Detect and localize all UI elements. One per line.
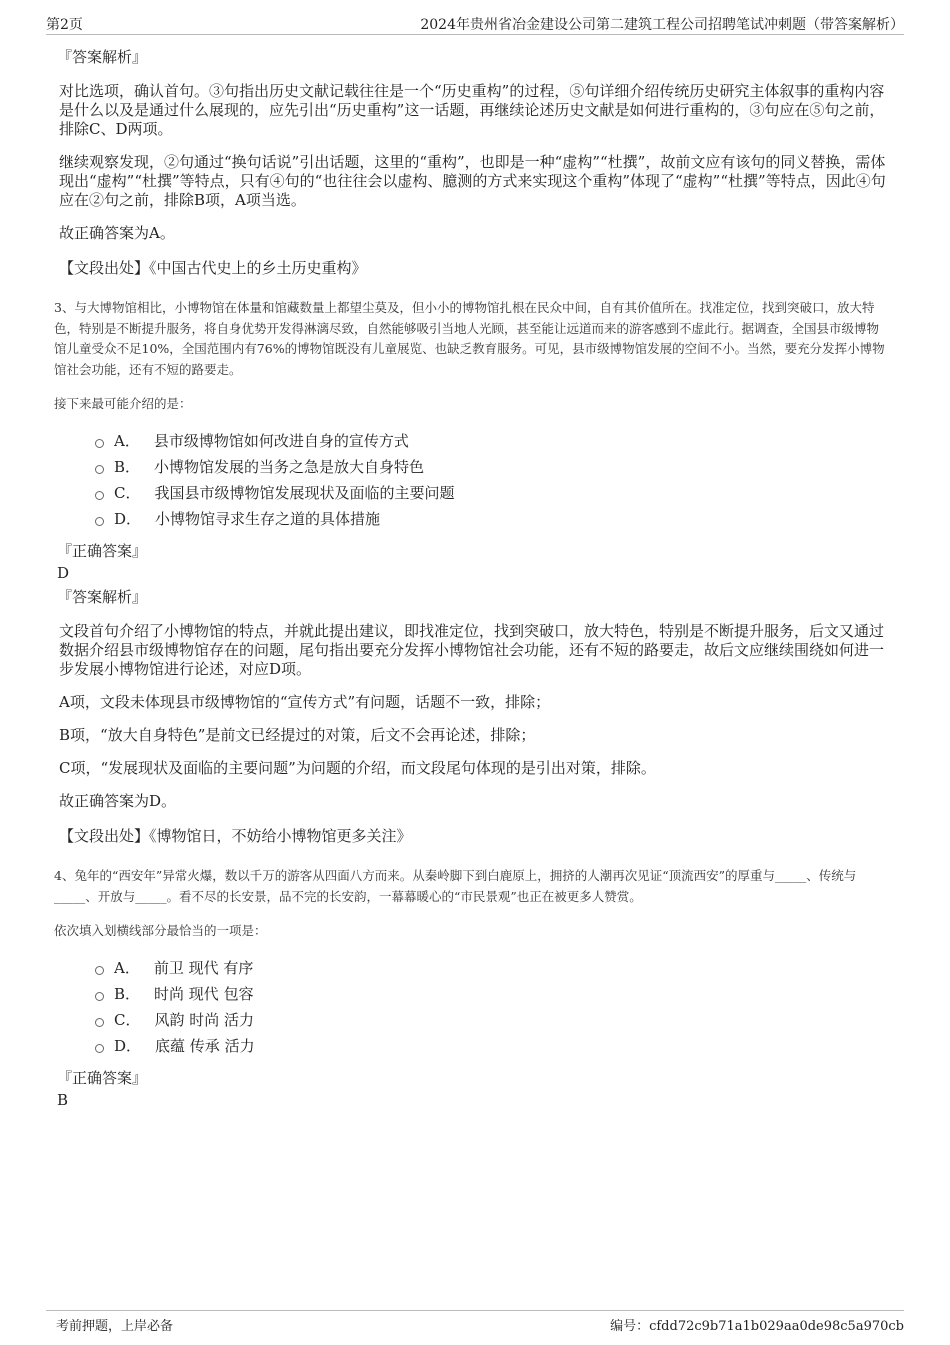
page-number: 第2页: [46, 17, 83, 33]
question-4-prompt: 依次填入划横线部分最恰当的一项是：: [54, 923, 267, 938]
correct-answer-label: 『正确答案』: [57, 1069, 148, 1087]
analysis-paragraph: 文段首句介绍了小博物馆的特点，并就此提出建议，即找准定位，找到突破口，放大特色，特别是不断提升服务，后文又通过数据介绍县市级博物馆存在的问题，尾句指出要充分发挥小博物馆社会功能，还有不短的路要走，故后文应继续围绕如何进一步发展小博物馆进行论述，对应D项。: [59, 622, 885, 678]
footer-slogan: 考前押题，上岸必备: [56, 1319, 174, 1334]
radio-button-icon[interactable]: [95, 966, 104, 975]
source-citation: 【文段出处】《博物馆日，不妨给小博物馆更多关注》: [59, 827, 412, 845]
correct-answer: D: [57, 564, 70, 582]
document-body: [54, 46, 887, 1113]
radio-button-icon[interactable]: [95, 1044, 104, 1053]
analysis-paragraph: 继续观察发现，②句通过“换句话说”引出话题，这里的“重构”，也即是一种“虚构”“杜撰”，故前文应有该句的同义替换，需体现出“虚构”“杜撰”等特点，只有④句的“也往往会以虚构、臆测的方式来实现这个重构”体现了“虚构”“杜撰”等特点，因此④句应在②句之前，排除B项，A项当选。: [59, 153, 886, 209]
option-d[interactable]: D． 底蕴 传承 活力: [95, 1033, 887, 1059]
option-c[interactable]: C． 我国县市级博物馆发展现状及面临的主要问题: [95, 480, 887, 506]
radio-button-icon[interactable]: [95, 465, 104, 474]
radio-button-icon[interactable]: [95, 439, 104, 448]
option-a[interactable]: A． 县市级博物馆如何改进自身的宣传方式: [95, 428, 887, 454]
radio-button-icon[interactable]: [95, 517, 104, 526]
option-a[interactable]: A． 前卫 现代 有序: [95, 955, 887, 981]
analysis-paragraph: C项，“发展现状及面临的主要问题”为问题的介绍，而文段尾句体现的是引出对策，排除。: [59, 759, 656, 777]
answer-statement: 故正确答案为D。: [59, 792, 177, 810]
correct-answer-label: 『正确答案』: [57, 542, 148, 560]
option-d[interactable]: D． 小博物馆寻求生存之道的具体措施: [95, 506, 887, 532]
radio-button-icon[interactable]: [95, 491, 104, 500]
radio-button-icon[interactable]: [95, 1018, 104, 1027]
question-4-options: [95, 955, 887, 1059]
answer-statement: 故正确答案为A。: [59, 224, 175, 242]
correct-answer: B: [57, 1091, 69, 1109]
analysis-paragraph: B项，“放大自身特色”是前文已经提过的对策，后文不会再论述，排除；: [59, 726, 536, 744]
document-id: 编号：cfdd72c9b71a1b029aa0de98c5a970cb: [610, 1319, 904, 1334]
option-b[interactable]: B． 小博物馆发展的当务之急是放大自身特色: [95, 454, 887, 480]
question-3-options: [95, 428, 887, 532]
source-citation: 【文段出处】《中国古代史上的乡土历史重构》: [59, 259, 367, 277]
option-c[interactable]: C． 风韵 时尚 活力: [95, 1007, 887, 1033]
question-4-text: 4、兔年的“西安年”异常火爆，数以千万的游客从四面八方而来。从秦岭脚下到白鹿原上，拥挤的人潮再次见证“顶流西安”的厚重与_____、传统与_____、开放与_____。看不尽的长安景，品不完的长安韵，一幕幕暖心的“市民景观”也正在被更多人赞赏。: [54, 868, 857, 904]
page-footer: [46, 1310, 904, 1334]
analysis-label: 『答案解析』: [57, 48, 148, 66]
question-3-text: 3、与大博物馆相比，小博物馆在体量和馆藏数量上都望尘莫及，但小小的博物馆扎根在民众中间，自有其价值所在。找准定位，找到突破口，放大特色，特别是不断提升服务，将自身优势开发得淋漓尽致，自然能够吸引当地人光顾，甚至能让远道而来的游客感到不虚此行。据调查，全国县市级博物馆儿童受众不足10%，全国范围内有76%的博物馆既没有儿童展览、也缺乏教育服务。可见，县市级博物馆发展的空间不小。当然，要充分发挥小博物馆社会功能，还有不短的路要走。: [54, 300, 885, 377]
page-header: [46, 12, 904, 35]
document-title: 2024年贵州省冶金建设公司第二建筑工程公司招聘笔试冲刺题（带答案解析）: [420, 17, 904, 33]
radio-button-icon[interactable]: [95, 992, 104, 1001]
option-b[interactable]: B． 时尚 现代 包容: [95, 981, 887, 1007]
question-3-prompt: 接下来最可能介绍的是：: [54, 396, 192, 411]
analysis-paragraph: A项，文段未体现县市级博物馆的“宣传方式”有问题，话题不一致，排除；: [59, 693, 551, 711]
analysis-paragraph: 对比选项，确认首句。③句指出历史文献记载往往是一个“历史重构”的过程，⑤句详细介绍传统历史研究主体叙事的重构内容是什么以及是通过什么展现的，应先引出“历史重构”这一话题，再继续论述历史文献是如何进行重构的，③句应在⑤句之前，排除C、D两项。: [59, 82, 885, 138]
analysis-label: 『答案解析』: [57, 588, 148, 606]
